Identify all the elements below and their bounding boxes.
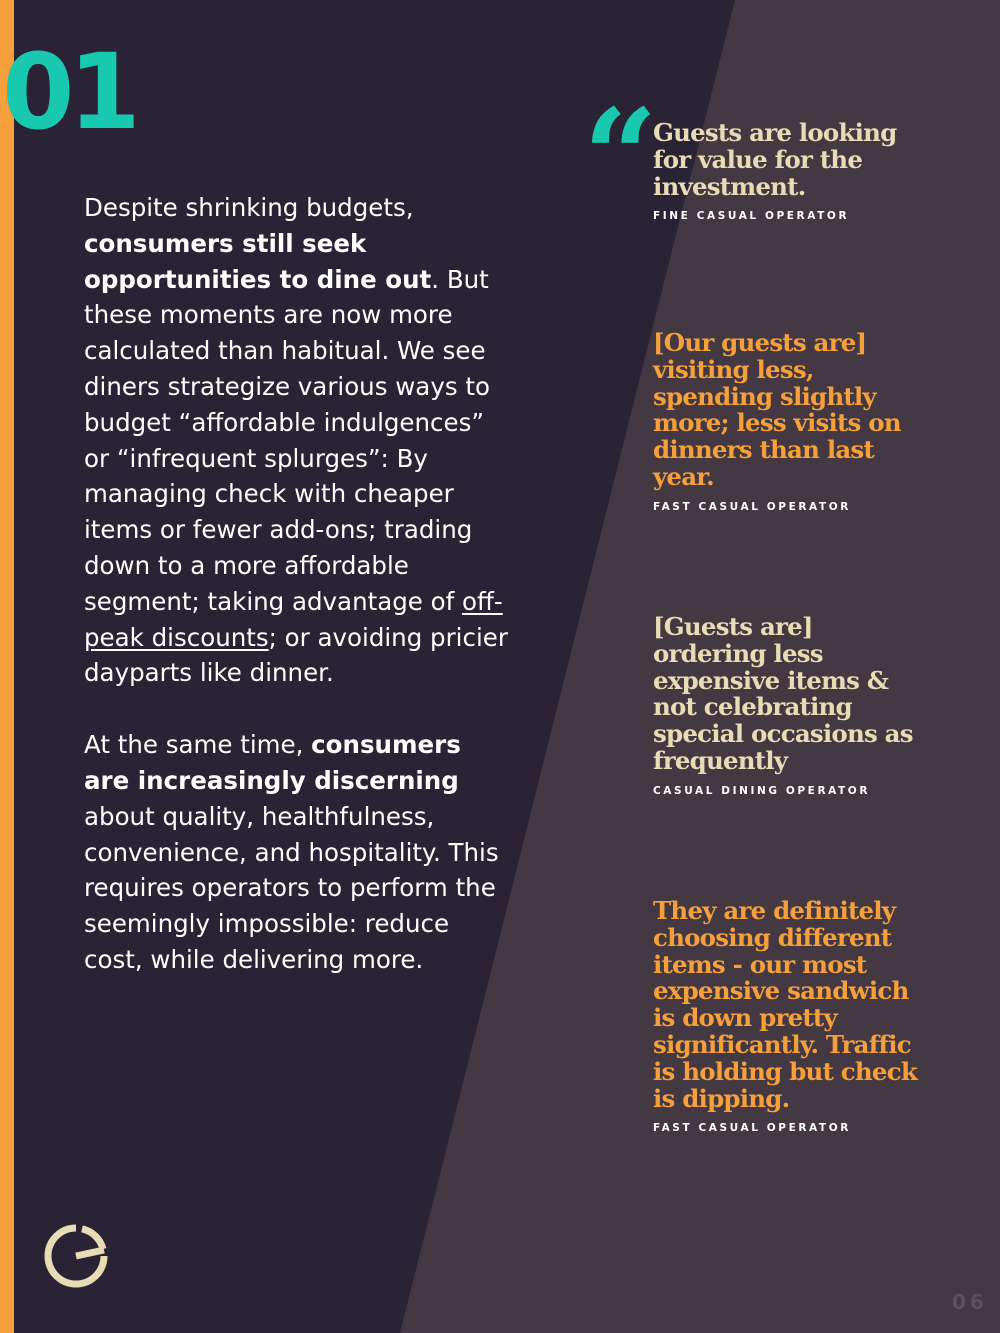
body-text: At the same time, [84,730,312,760]
body-text: about quality, healthfulness, convenience, and hospitality. This requires operators to perform the seemingly impossible: reduce cost, while delivering more. [84,801,499,974]
quote-attribution: CASUAL DINING OPERATOR [653,784,871,797]
body-paragraph-2 [84,727,514,978]
page-number: 06 [952,1290,988,1314]
quote-text: They are definitely choosing different items - our most expensive sandwich is down pretty significantly. Traffic is holding but check is dipping. [653,896,918,1113]
quote-3 [653,614,923,797]
quote-mark-icon: “ [583,80,658,233]
body-text: . But these moments are now more calculated than habitual. We see diners strategize various ways to budget “affordable indulgences” or “infrequent splurges”: By managing check with cheaper items or fewer add-ons; trading down to a more affordable segment; taking advantage of [84,264,490,616]
circular-clock-logo-icon [42,1222,110,1290]
off-peak-discounts-link[interactable]: off-peak discounts [84,586,503,652]
quote-attribution: FINE CASUAL OPERATOR [653,210,850,223]
section-number: 01 [2,31,135,153]
left-accent-bar [0,0,14,1333]
quote-text: [Guests are] ordering less expensive items & not celebrating special occasions as frequently [653,612,913,775]
body-emphasis: consumers are increasingly discerning [84,730,461,795]
quote-attribution: FAST CASUAL OPERATOR [653,1122,851,1135]
quote-attribution: FAST CASUAL OPERATOR [653,500,851,513]
body-emphasis: consumers still seek opportunities to dine out [84,228,432,294]
quote-text: Guests are looking for value for the investment. [653,118,897,201]
quote-1 [653,120,923,222]
quote-2 [653,330,923,513]
body-copy [84,190,514,1014]
quote-4 [653,898,923,1134]
body-text: Despite shrinking budgets, [84,193,414,222]
quote-text: [Our guests are] visiting less, spending slightly more; less visits on dinners than last year. [653,328,901,491]
body-text: ; or avoiding pricier dayparts like dinner. [84,622,508,688]
body-paragraph-1 [84,190,514,691]
